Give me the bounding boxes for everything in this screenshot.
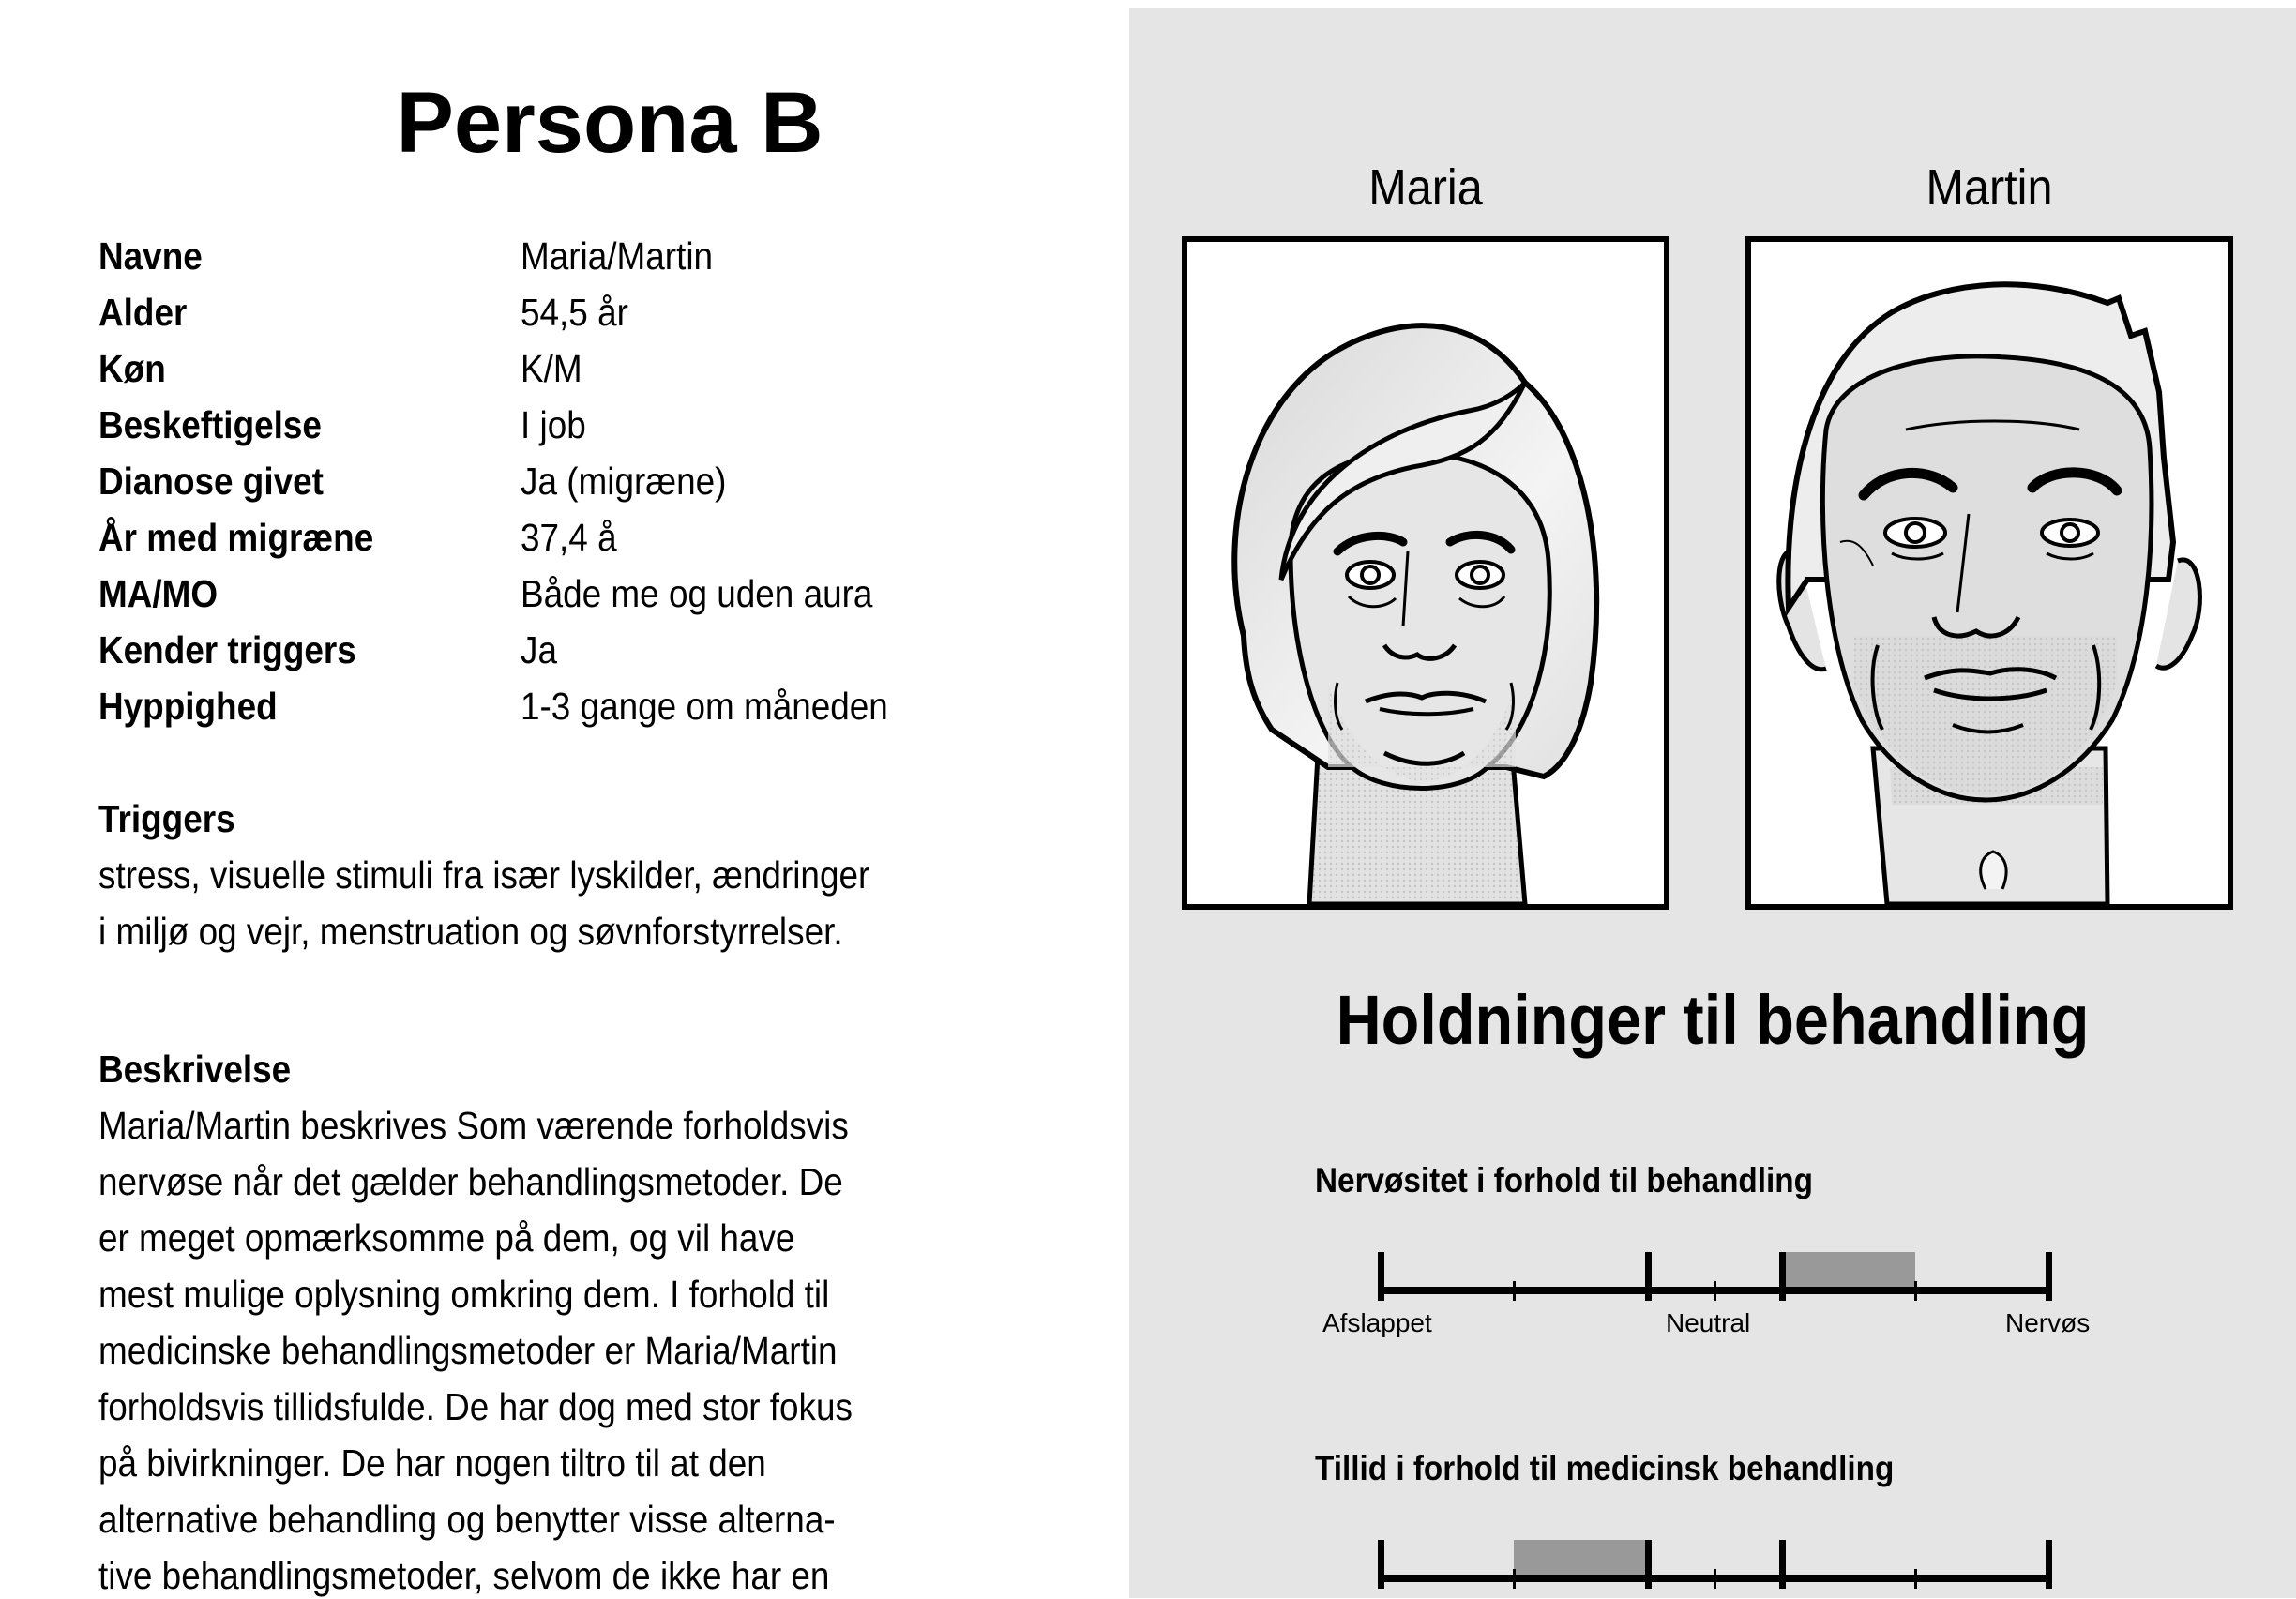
description-text-line: på bivirkninger. De har nogen tiltro til at den <box>98 1441 766 1485</box>
field-value-diagnose: Ja (migræne) <box>521 460 727 503</box>
scale-tick-major <box>1378 1252 1384 1301</box>
attitudes-heading: Holdninger til behandling <box>1336 981 2090 1059</box>
field-value-knows-triggers: Ja <box>521 628 557 671</box>
portrait-frame-martin <box>1745 236 2233 910</box>
trust-highlight <box>1514 1540 1647 1575</box>
field-value-navne: Maria/Martin <box>521 234 714 278</box>
portrait-label-martin: Martin <box>1926 159 2053 216</box>
field-value-beskeftigelse: I job <box>521 403 586 446</box>
scale-tick-minor <box>1714 1281 1716 1301</box>
description-text-line: tive behandlingsmetoder, selvom de ikke har en <box>98 1554 830 1597</box>
scale-tick-minor <box>1513 1569 1516 1589</box>
scale-tick-minor <box>1714 1569 1716 1589</box>
scale-tick-major <box>1779 1252 1786 1301</box>
scale-tick-major <box>1645 1540 1652 1589</box>
description-text-line: medicinske behandlingsmetoder er Maria/Martin <box>98 1329 838 1372</box>
man-portrait-icon <box>1751 242 2228 904</box>
portrait-frame-maria <box>1182 236 1669 910</box>
description-text-line: Maria/Martin beskrives Som værende forholdsvis <box>98 1104 849 1147</box>
field-label-knows-triggers: Kender triggers <box>98 628 356 671</box>
field-label-years-migraine: År med migræne <box>98 516 374 559</box>
field-label-alder: Alder <box>98 291 188 334</box>
scale-label-right: Nervøs <box>2005 1308 2091 1337</box>
nervousness-scale <box>1375 1252 2054 1308</box>
scale-tick-minor <box>1513 1281 1516 1301</box>
field-value-ma-mo: Både me og uden aura <box>521 572 873 615</box>
portrait-label-maria: Maria <box>1368 159 1483 216</box>
field-label-diagnose: Dianose givet <box>98 460 324 503</box>
description-text-line: er meget opmærksomme på dem, og vil have <box>98 1216 795 1260</box>
field-value-years-migraine: 37,4 å <box>521 516 617 559</box>
field-value-kon: K/M <box>521 347 582 390</box>
description-text-line: forholdsvis tillidsfulde. De har dog med stor fokus <box>98 1385 853 1428</box>
field-value-alder: 54,5 år <box>521 291 628 334</box>
field-label-ma-mo: MA/MO <box>98 572 219 615</box>
scale-label-left: Afslappet <box>1322 1308 1432 1337</box>
scale-tick-major <box>1378 1540 1384 1589</box>
page-title: Persona B <box>396 75 823 171</box>
field-label-navne: Navne <box>98 234 203 278</box>
description-heading: Beskrivelse <box>98 1048 292 1091</box>
description-text-line: mest mulige oplysning omkring dem. I forhold til <box>98 1273 830 1316</box>
scale-tick-major <box>2046 1540 2052 1589</box>
triggers-text-line: stress, visuelle stimuli fra især lyskilder, ændringer <box>98 853 870 897</box>
trust-scale-title: Tillid i forhold til medicinsk behandling <box>1315 1449 1895 1487</box>
woman-portrait-icon <box>1187 242 1664 904</box>
description-text-line: alternative behandling og benytter visse alterna- <box>98 1498 836 1541</box>
description-text-line: nervøse når det gælder behandlingsmetoder. De <box>98 1160 843 1203</box>
scale-tick-major <box>2046 1252 2052 1301</box>
scale-tick-minor <box>1914 1569 1917 1589</box>
scale-tick-minor <box>1914 1281 1917 1301</box>
scale-tick-major <box>1779 1540 1786 1589</box>
nervousness-scale-title: Nervøsitet i forhold til behandling <box>1315 1161 1813 1199</box>
field-value-frequency: 1-3 gange om måneden <box>521 685 888 728</box>
scale-label-mid: Neutral <box>1666 1308 1751 1337</box>
triggers-heading: Triggers <box>98 797 235 840</box>
trust-scale <box>1375 1540 2054 1596</box>
scale-tick-major <box>1645 1252 1652 1301</box>
field-label-frequency: Hyppighed <box>98 685 278 728</box>
nervousness-highlight <box>1782 1252 1915 1287</box>
field-label-beskeftigelse: Beskeftigelse <box>98 403 322 446</box>
field-label-kon: Køn <box>98 347 166 390</box>
triggers-text-line: i miljø og vejr, menstruation og søvnforstyrrelser. <box>98 910 843 953</box>
